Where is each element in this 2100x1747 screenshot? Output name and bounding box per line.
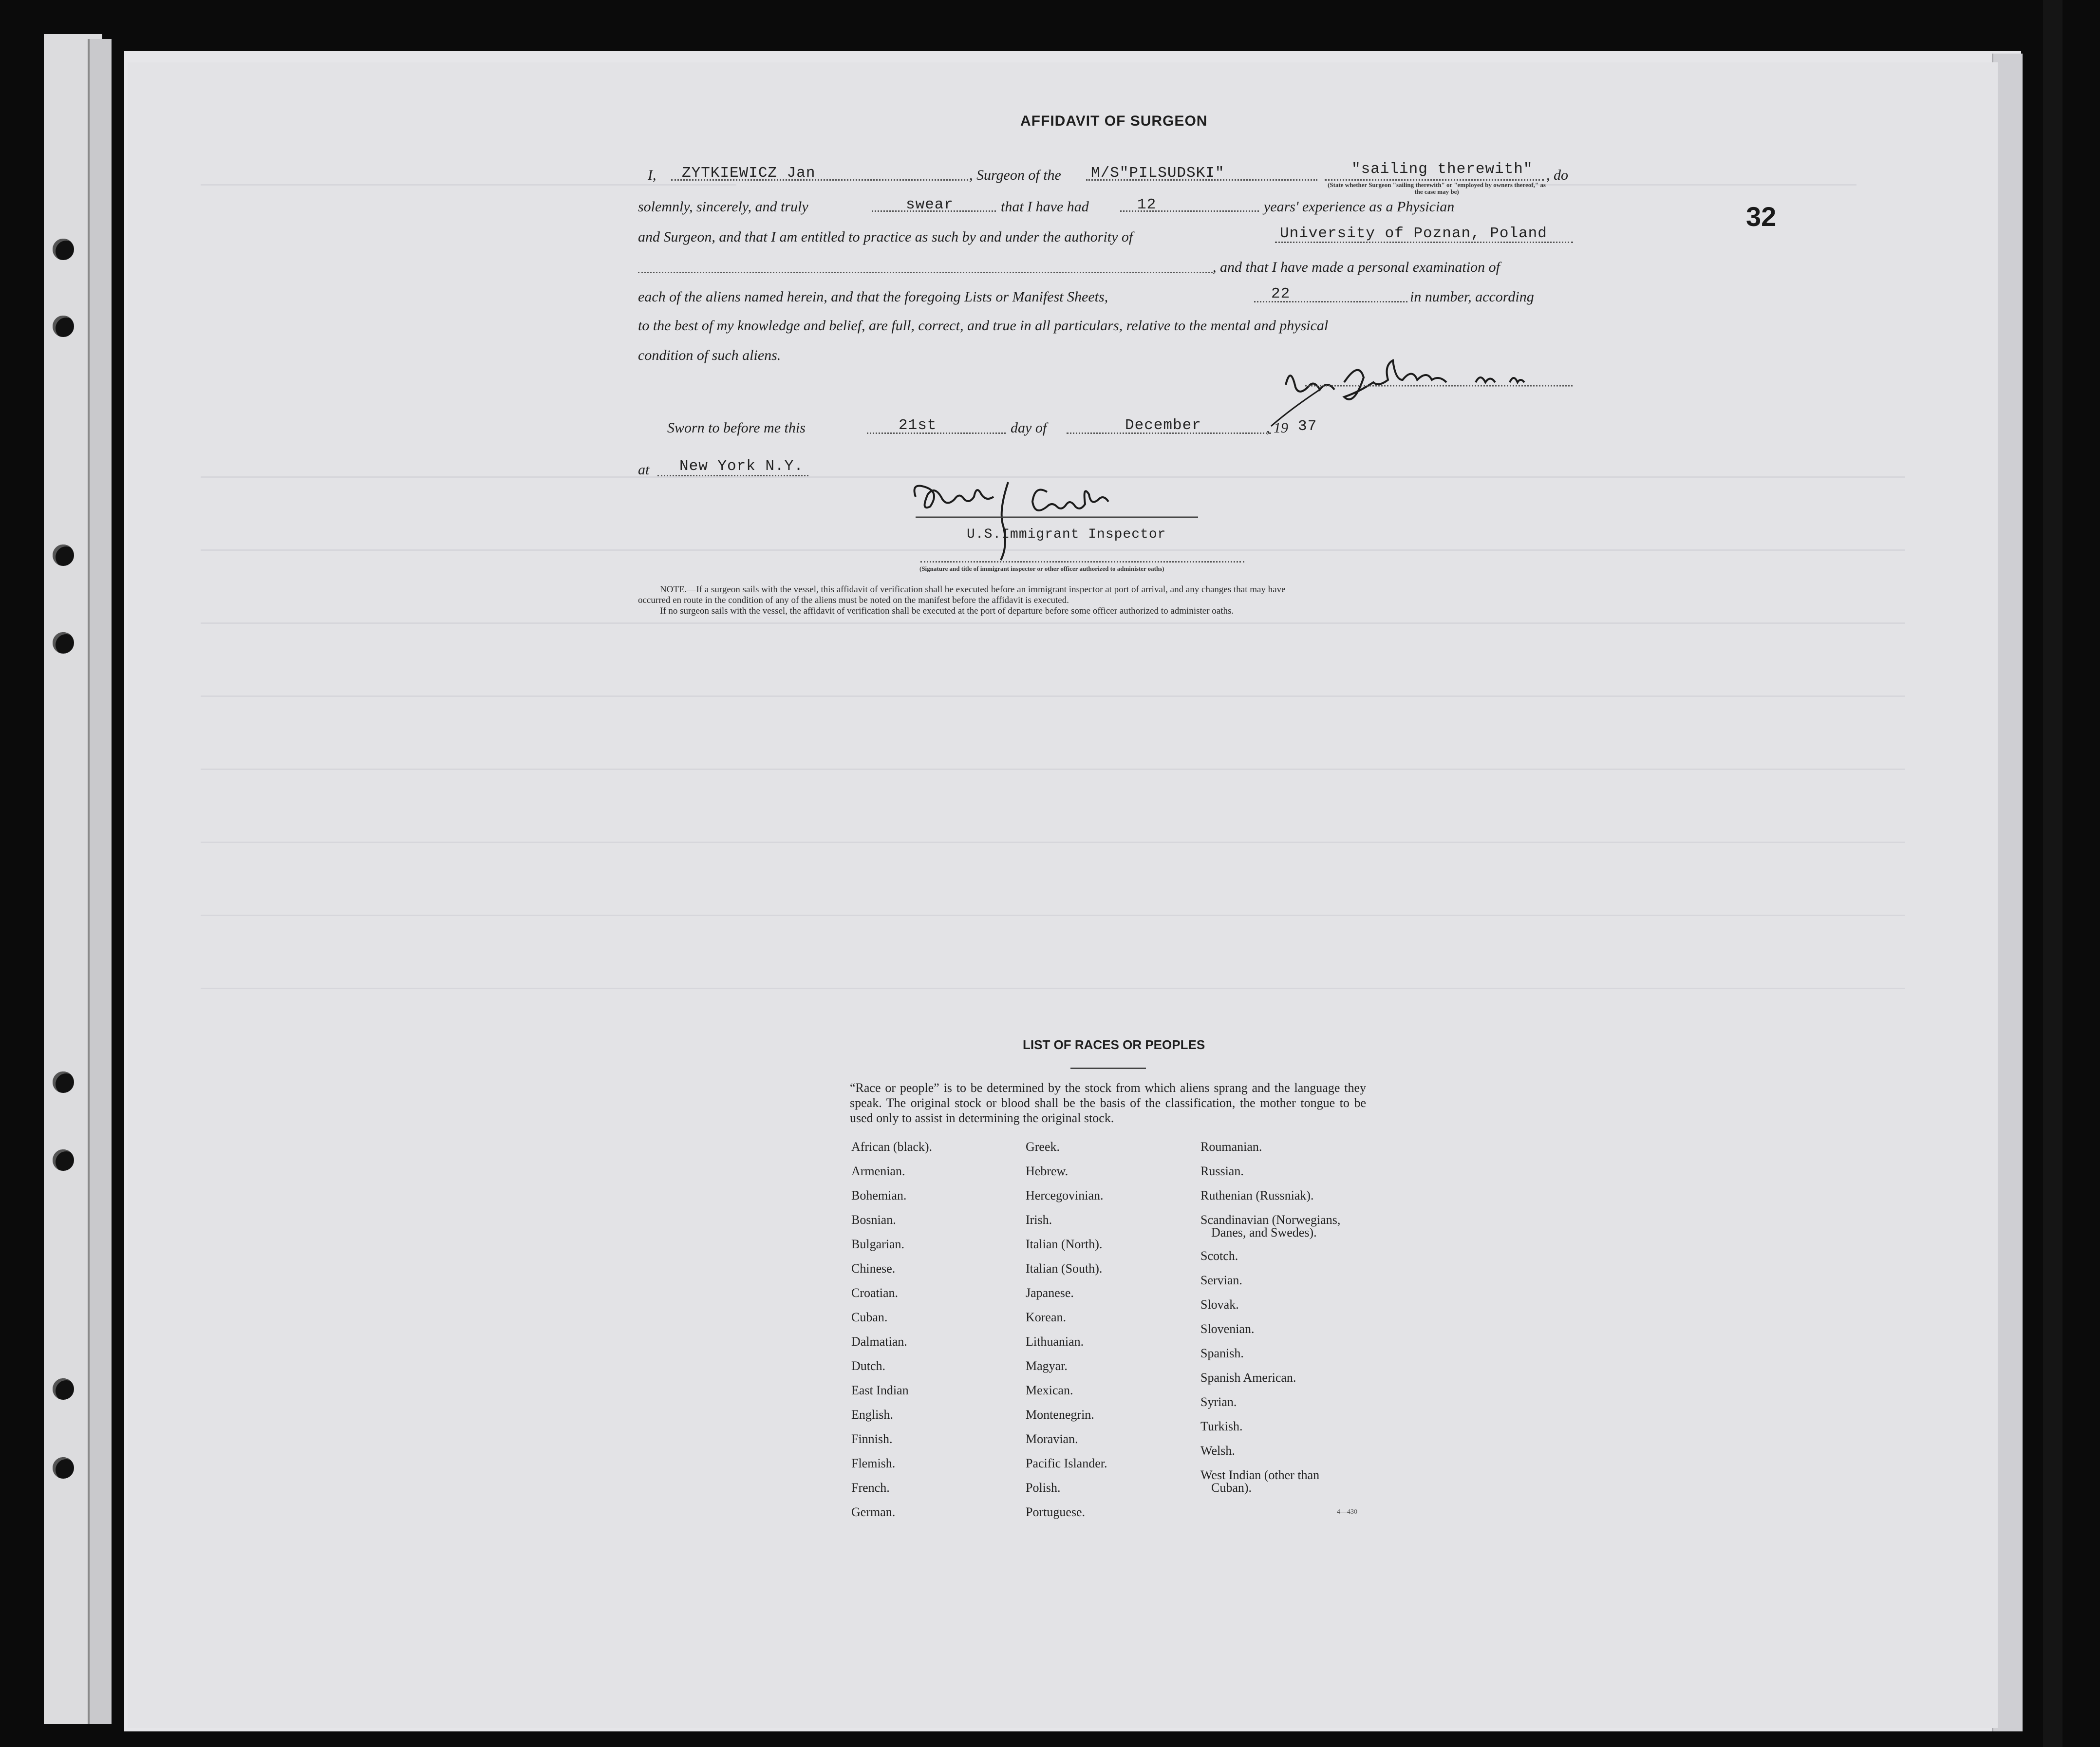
line5-suffix: in number, according xyxy=(1410,289,1534,305)
race-item: West Indian (other than xyxy=(1200,1468,1320,1482)
race-item: Dalmatian. xyxy=(851,1334,907,1349)
race-item: Cuban). xyxy=(1211,1481,1252,1495)
race-item: Slovenian. xyxy=(1200,1322,1255,1336)
line6-text: to the best of my knowledge and belief, are full, correct, and true in all particulars, relative to the mental and physical xyxy=(638,318,1329,334)
races-column-2 xyxy=(1026,1140,1107,1529)
race-item: Polish. xyxy=(1026,1481,1061,1495)
bleed-through-rule xyxy=(201,988,1905,989)
line7-text: condition of such aliens. xyxy=(638,347,781,363)
race-item: Scandinavian (Norwegians, xyxy=(1200,1213,1341,1227)
race-item: French. xyxy=(851,1481,890,1495)
race-item: African (black). xyxy=(851,1140,933,1154)
race-item: East Indian xyxy=(851,1383,909,1397)
line1-prefix: I, xyxy=(648,167,656,183)
race-item: Pacific Islander. xyxy=(1026,1456,1107,1470)
race-item: Chinese. xyxy=(851,1261,896,1276)
races-intro: “Race or people” is to be determined by the stock from which aliens sprang and the language they speak. The original stock or blood shall be the basis of the classification, the mother tongue to be used only to assist in determining the original stock. xyxy=(850,1081,1366,1125)
bleed-through-rule xyxy=(201,842,1905,843)
line4-text: , and that I have made a personal examination of xyxy=(1213,259,1500,275)
bleed-through-rule xyxy=(201,622,1905,624)
race-item: Hebrew. xyxy=(1026,1164,1069,1178)
race-item: Moravian. xyxy=(1026,1432,1078,1446)
line1-mid: , Surgeon of the xyxy=(969,167,1061,183)
race-item: Servian. xyxy=(1200,1273,1242,1287)
race-item: Lithuanian. xyxy=(1026,1334,1084,1349)
races-column-3 xyxy=(1200,1140,1340,1505)
sailing-status: "sailing therewith" xyxy=(1351,161,1533,178)
race-item: Spanish American. xyxy=(1200,1371,1296,1385)
inspector-signature xyxy=(906,472,1208,570)
sworn-month: December xyxy=(1125,417,1201,434)
race-item: English. xyxy=(851,1408,893,1422)
race-item: Italian (South). xyxy=(1026,1261,1103,1276)
sheet-count: 22 xyxy=(1271,285,1291,302)
line2-mid: that I have had xyxy=(1001,199,1089,215)
race-item: Welsh. xyxy=(1200,1444,1235,1458)
sworn-year: 37 xyxy=(1298,418,1317,435)
line5-prefix: each of the aliens named herein, and that the foregoing Lists or Manifest Sheets, xyxy=(638,289,1108,305)
line1-suffix: , do xyxy=(1546,167,1568,183)
race-item: Bohemian. xyxy=(851,1188,907,1202)
binder-hole xyxy=(53,632,74,654)
page-number: 32 xyxy=(1746,201,1777,232)
authority-continuation-blank xyxy=(638,272,1213,273)
line2-prefix: solemnly, sincerely, and truly xyxy=(638,199,808,215)
race-item: Ruthenian (Russniak). xyxy=(1200,1188,1314,1202)
scanner-edge xyxy=(2043,0,2062,1747)
races-title-rule xyxy=(1070,1068,1146,1069)
race-item: Japanese. xyxy=(1026,1286,1074,1300)
race-item: Croatian. xyxy=(851,1286,899,1300)
note-line-3: If no surgeon sails with the vessel, the affidavit of verification shall be executed at the port of departure before some officer authorized to administer oaths. xyxy=(660,606,1234,616)
race-item: Slovak. xyxy=(1200,1297,1239,1312)
binder-hole xyxy=(53,1071,74,1093)
bleed-through-rule xyxy=(201,184,736,186)
binder-hole xyxy=(53,1149,74,1171)
race-item: Irish. xyxy=(1026,1213,1052,1227)
place: New York N.Y. xyxy=(679,458,804,475)
bleed-through-rule xyxy=(201,695,1905,697)
vessel-name: M/S"PILSUDSKI" xyxy=(1091,165,1225,182)
race-item: Bulgarian. xyxy=(851,1237,905,1251)
binder-hole xyxy=(53,545,74,566)
race-item: Russian. xyxy=(1200,1164,1244,1178)
binder-hole xyxy=(53,1457,74,1479)
note-line-1: NOTE.—If a surgeon sails with the vessel, this affidavit of verification shall be executed before an immigrant inspector at port of arrival, and any changes that may have xyxy=(660,584,1286,595)
races-column-1 xyxy=(851,1140,932,1529)
binder-hole xyxy=(53,1378,74,1400)
day-of: day of xyxy=(1011,420,1047,436)
at-label: at xyxy=(638,462,650,478)
form-code: 4—430 xyxy=(1337,1508,1357,1516)
binder-hole xyxy=(53,316,74,337)
status-blank xyxy=(1325,179,1544,181)
race-item: Magyar. xyxy=(1026,1359,1068,1373)
race-item: Greek. xyxy=(1026,1140,1060,1154)
years-count: 12 xyxy=(1137,196,1157,213)
bleed-through-rule xyxy=(201,915,1905,916)
status-hint: (State whether Surgeon "sailing therewith" or "employed by owners thereof," as the case may be) xyxy=(1328,181,1546,195)
race-item: Spanish. xyxy=(1200,1346,1244,1360)
inspector-title-blank xyxy=(920,561,1244,563)
race-item: Bosnian. xyxy=(851,1213,896,1227)
affidavit-title: AFFIDAVIT OF SURGEON xyxy=(1020,113,1208,129)
inspector-title: U.S.Immigrant Inspector xyxy=(967,527,1166,542)
race-item: Roumanian. xyxy=(1200,1140,1262,1154)
race-item: Scotch. xyxy=(1200,1249,1238,1263)
sworn-prefix: Sworn to before me this xyxy=(667,420,806,436)
race-item: Danes, and Swedes). xyxy=(1211,1225,1317,1240)
race-item: Portuguese. xyxy=(1026,1505,1086,1519)
surgeon-signature xyxy=(1247,356,1578,429)
oath-word: swear xyxy=(906,196,954,213)
race-item: German. xyxy=(851,1505,896,1519)
race-item: Korean. xyxy=(1026,1310,1067,1324)
race-item: Armenian. xyxy=(851,1164,905,1178)
note-line-2: occurred en route in the condition of any of the aliens must be noted on the manifest before the affidavit is executed. xyxy=(638,595,1069,605)
race-item: Flemish. xyxy=(851,1456,896,1470)
line2-suffix: years' experience as a Physician xyxy=(1264,199,1455,215)
race-item: Dutch. xyxy=(851,1359,886,1373)
race-item: Syrian. xyxy=(1200,1395,1237,1409)
bleed-through-rule xyxy=(201,769,1905,770)
sworn-day: 21st xyxy=(899,417,937,434)
race-item: Montenegrin. xyxy=(1026,1408,1094,1422)
surgeon-name: ZYTKIEWICZ Jan xyxy=(682,165,816,182)
race-item: Turkish. xyxy=(1200,1419,1243,1433)
race-item: Cuban. xyxy=(851,1310,888,1324)
place-blank xyxy=(657,475,808,476)
binder-strip-shadow xyxy=(88,39,112,1724)
race-item: Italian (North). xyxy=(1026,1237,1103,1251)
bleed-through-rule xyxy=(1516,184,1856,186)
race-item: Finnish. xyxy=(851,1432,893,1446)
race-item: Hercegovinian. xyxy=(1026,1188,1104,1202)
year-prefix: , 19 xyxy=(1266,420,1288,436)
authority: University of Poznan, Poland xyxy=(1280,225,1547,242)
races-title: LIST OF RACES OR PEOPLES xyxy=(1023,1037,1205,1052)
line3-text: and Surgeon, and that I am entitled to practice as such by and under the authority of xyxy=(638,229,1133,245)
race-item: Mexican. xyxy=(1026,1383,1073,1397)
binder-hole xyxy=(53,239,74,260)
inspector-hint: (Signature and title of immigrant inspector or other officer authorized to administer oaths) xyxy=(919,565,1164,572)
